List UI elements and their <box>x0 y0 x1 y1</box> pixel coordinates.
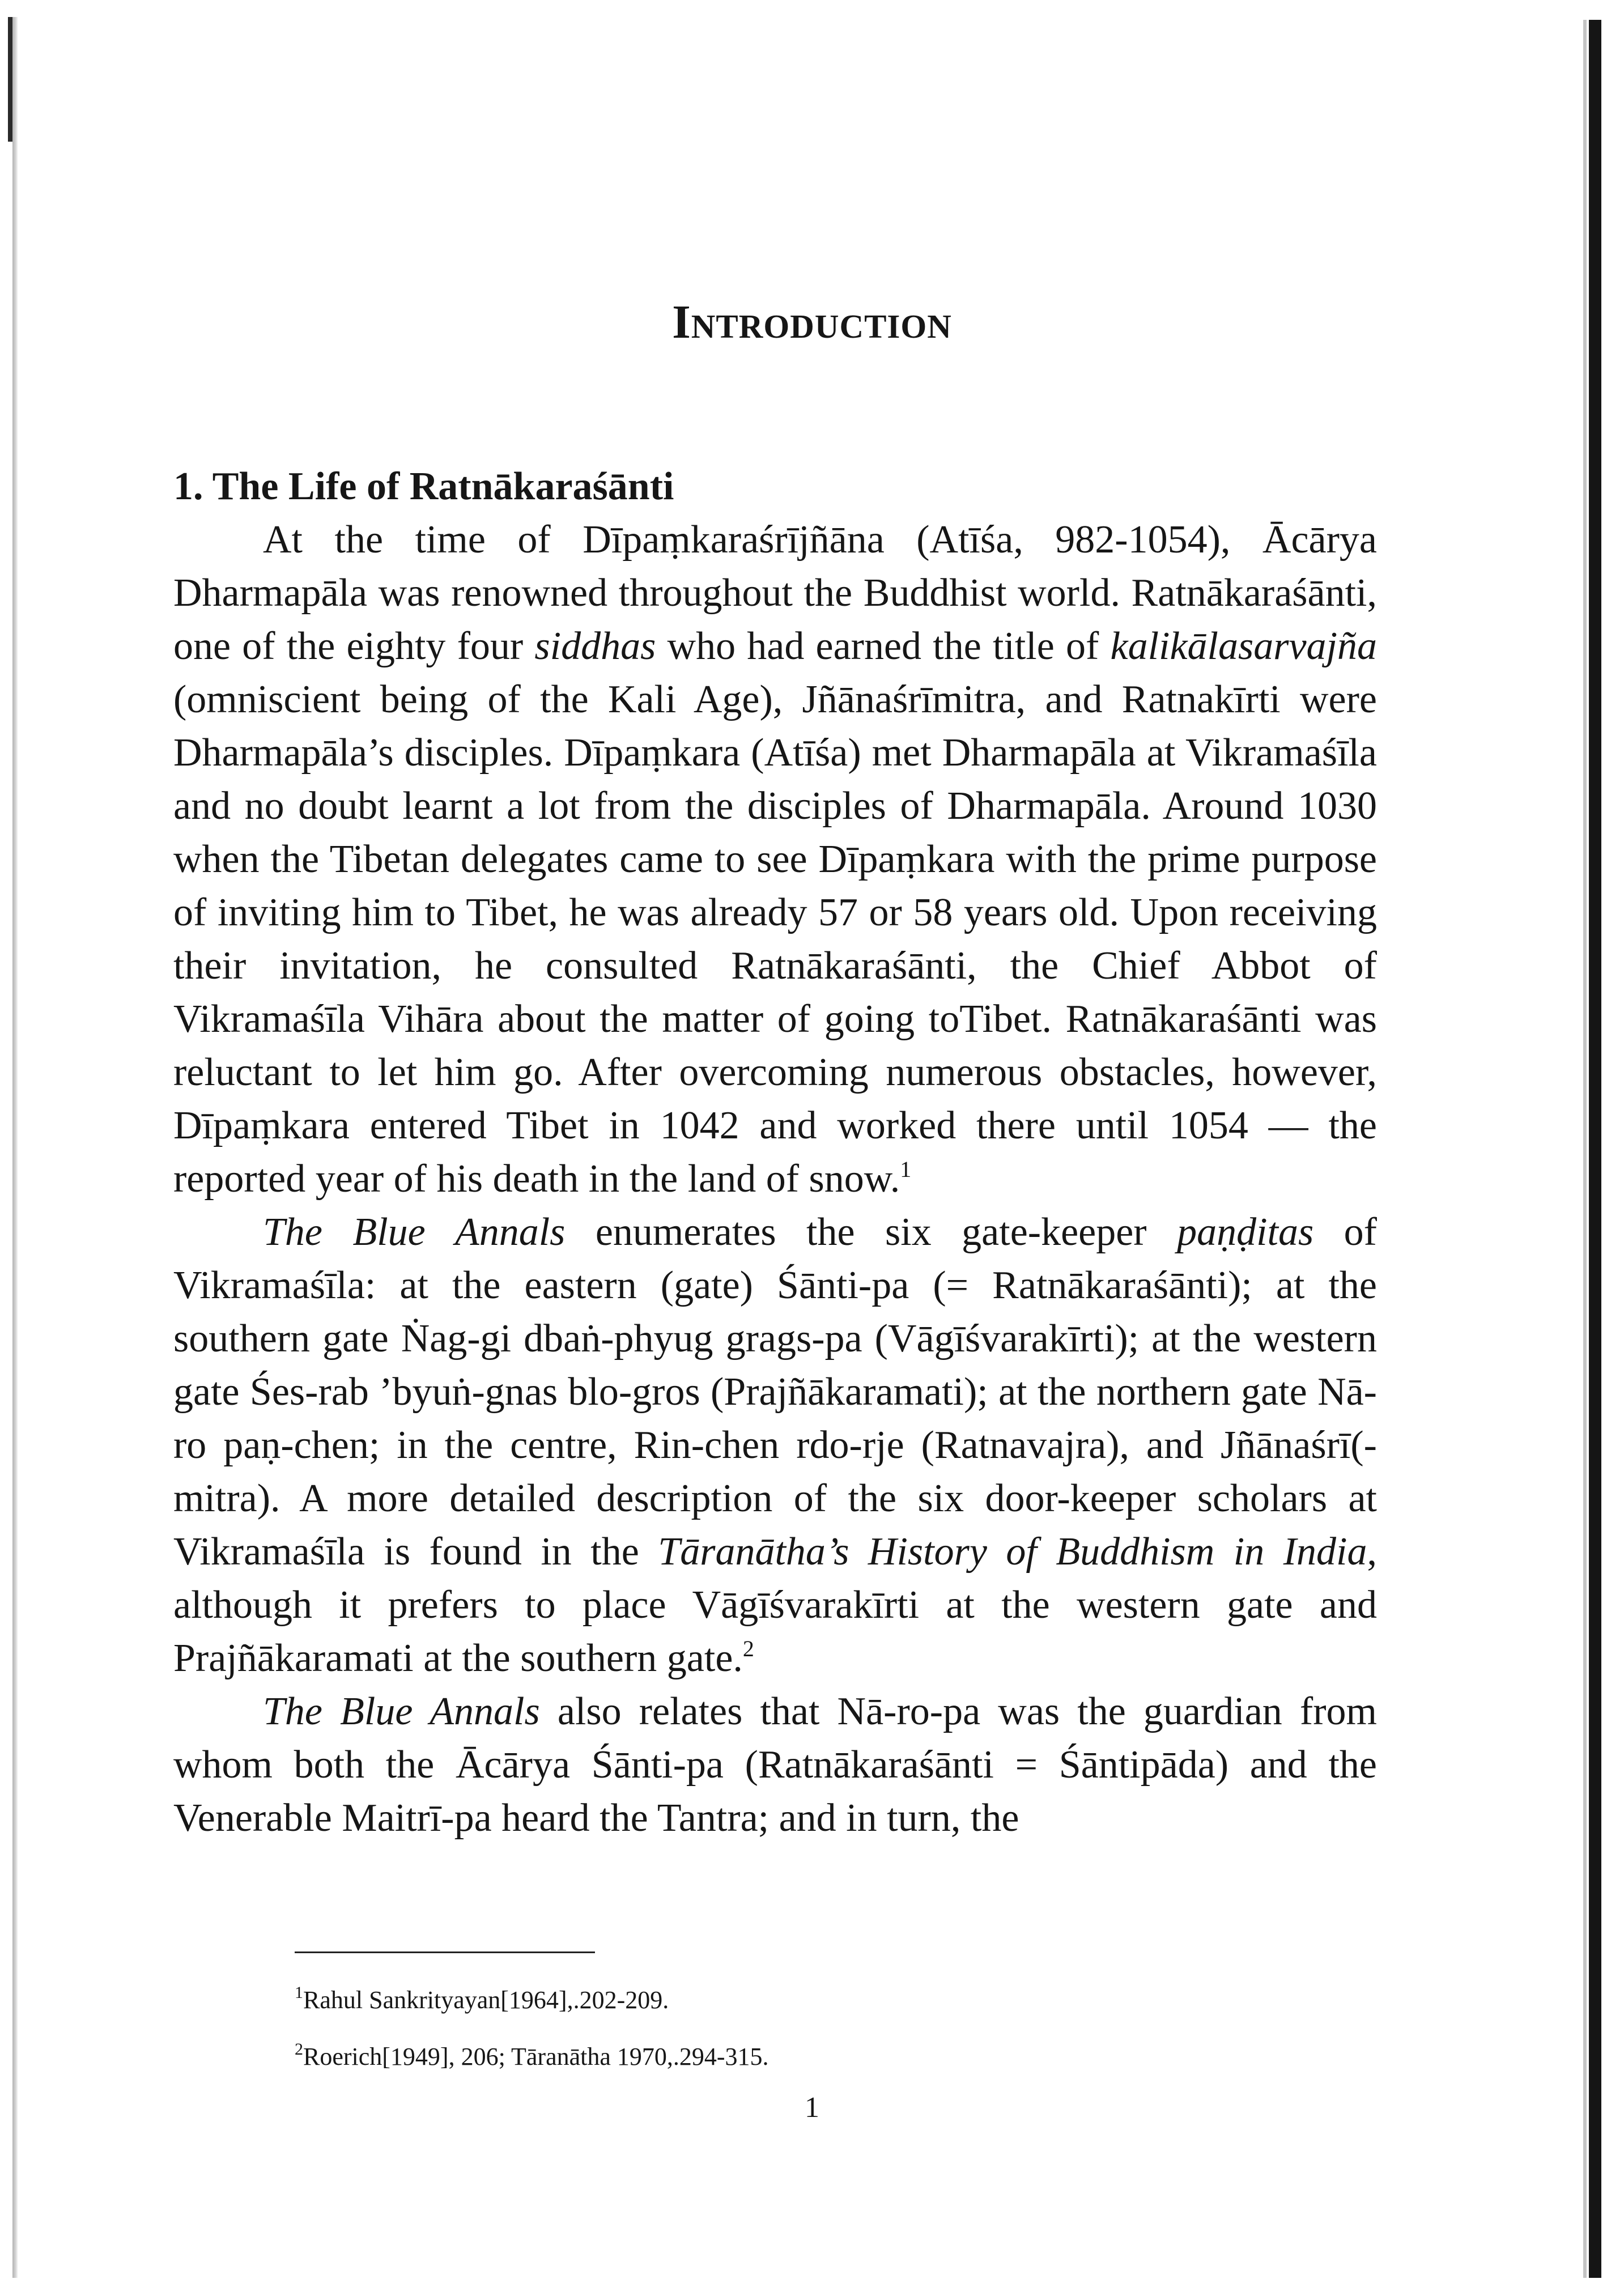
page-number: 1 <box>805 2091 819 2124</box>
heading-rest: ntroduction <box>691 296 952 348</box>
footnote-ref-2: 2 <box>742 1636 754 1661</box>
p2-text-3: , although it prefers to place Vāgīśvarakīrti at the western gate and Prajñākaramati at the southern gate. <box>173 1530 1377 1680</box>
footnote-1-text: Rahul Sankrityayan[1964],.202-209. <box>303 1986 669 2014</box>
scan-edge-right <box>1589 20 1601 2278</box>
footnote-ref-1: 1 <box>900 1156 912 1182</box>
paragraph-1 <box>173 513 1377 1206</box>
page-heading <box>0 295 1624 350</box>
scan-mark-left <box>8 17 12 142</box>
scan-shadow-right <box>1583 20 1587 2278</box>
footnote-1 <box>295 1972 1371 2029</box>
p1-italic-1: siddhas <box>534 624 656 668</box>
p2-italic-2: paṇḍitas <box>1177 1210 1314 1254</box>
p1-italic-2: kalikālasarvajña <box>1110 624 1377 668</box>
footnote-rule <box>295 1951 595 1953</box>
p2-italic-3: Tāranātha’s History of Buddhism in India <box>658 1530 1367 1574</box>
section-title: 1. The Life of Ratnākaraśānti <box>173 465 674 508</box>
paragraph-3 <box>173 1685 1377 1845</box>
paragraph-2 <box>173 1206 1377 1685</box>
body-text <box>173 513 1377 1845</box>
footnote-2-mark: 2 <box>295 2040 303 2059</box>
p1-text-1: At the time of Dīpaṃkaraśrījñāna (Atīśa, 982-1054), Ācārya Dharmapāla was renowned throughout the Buddhist world. Ratnākaraśānti, one of the eighty four <box>173 518 1377 668</box>
p2-text-2: of Vikramaśīla: at the eastern (gate) Śānti-pa (= Ratnākaraśānti); at the southern gate Ṅag-gi dbaṅ-phyug grags-pa (Vāgīśvarakīrti); at the western gate Śes-rab ’byuṅ-gnas blo-gros (Prajñākaramati); at the northern gate Nā-ro paṇ-chen; in the centre, Rin-chen rdo-rje (Ratnavajra), and Jñānaśrī(-mitra). A more detailed description of the six door-keeper scholars at Vikramaśīla is found in the <box>173 1210 1377 1574</box>
scan-shadow-left <box>12 17 18 2278</box>
footnotes <box>295 1972 1371 2085</box>
p1-text-3: (omniscient being of the Kali Age), Jñānaśrīmitra, and Ratnakīrti were Dharmapāla’s disciples. Dīpaṃkara (Atīśa) met Dharmapāla at Vikramaśīla and no doubt learnt a lot from the disciples of Dharmapāla. Around 1030 when the Tibetan delegates came to see Dīpaṃkara with the prime purpose of inviting him to Tibet, he was already 57 or 58 years old. Upon receiving their invitation, he consulted Ratnākaraśānti, the Chief Abbot of Vikramaśīla Vihāra about the matter of going toTibet. Ratnākaraśānti was reluctant to let him go. After overcoming numerous obstacles, however, Dīpaṃkara entered Tibet in 1042 and worked there until 1054 — the reported year of his death in the land of snow. <box>173 678 1377 1201</box>
p3-italic-1: The Blue Annals <box>263 1690 540 1733</box>
footnote-1-mark: 1 <box>295 1983 303 2002</box>
p2-italic-1: The Blue Annals <box>263 1210 566 1254</box>
p2-text-1: enumerates the six gate-keeper <box>565 1210 1177 1254</box>
footnote-2-text: Roerich[1949], 206; Tāranātha 1970,.294-315. <box>303 2043 769 2070</box>
footnote-2 <box>295 2029 1371 2085</box>
heading-initial: I <box>672 296 691 348</box>
p1-text-2: who had earned the title of <box>656 624 1111 668</box>
p3-text-1: also relates that Nā-ro-pa was the guardian from whom both the Ācārya Śānti-pa (Ratnākaraśānti = Śāntipāda) and the Venerable Maitrī-pa heard the Tantra; and in turn, the <box>173 1690 1377 1840</box>
